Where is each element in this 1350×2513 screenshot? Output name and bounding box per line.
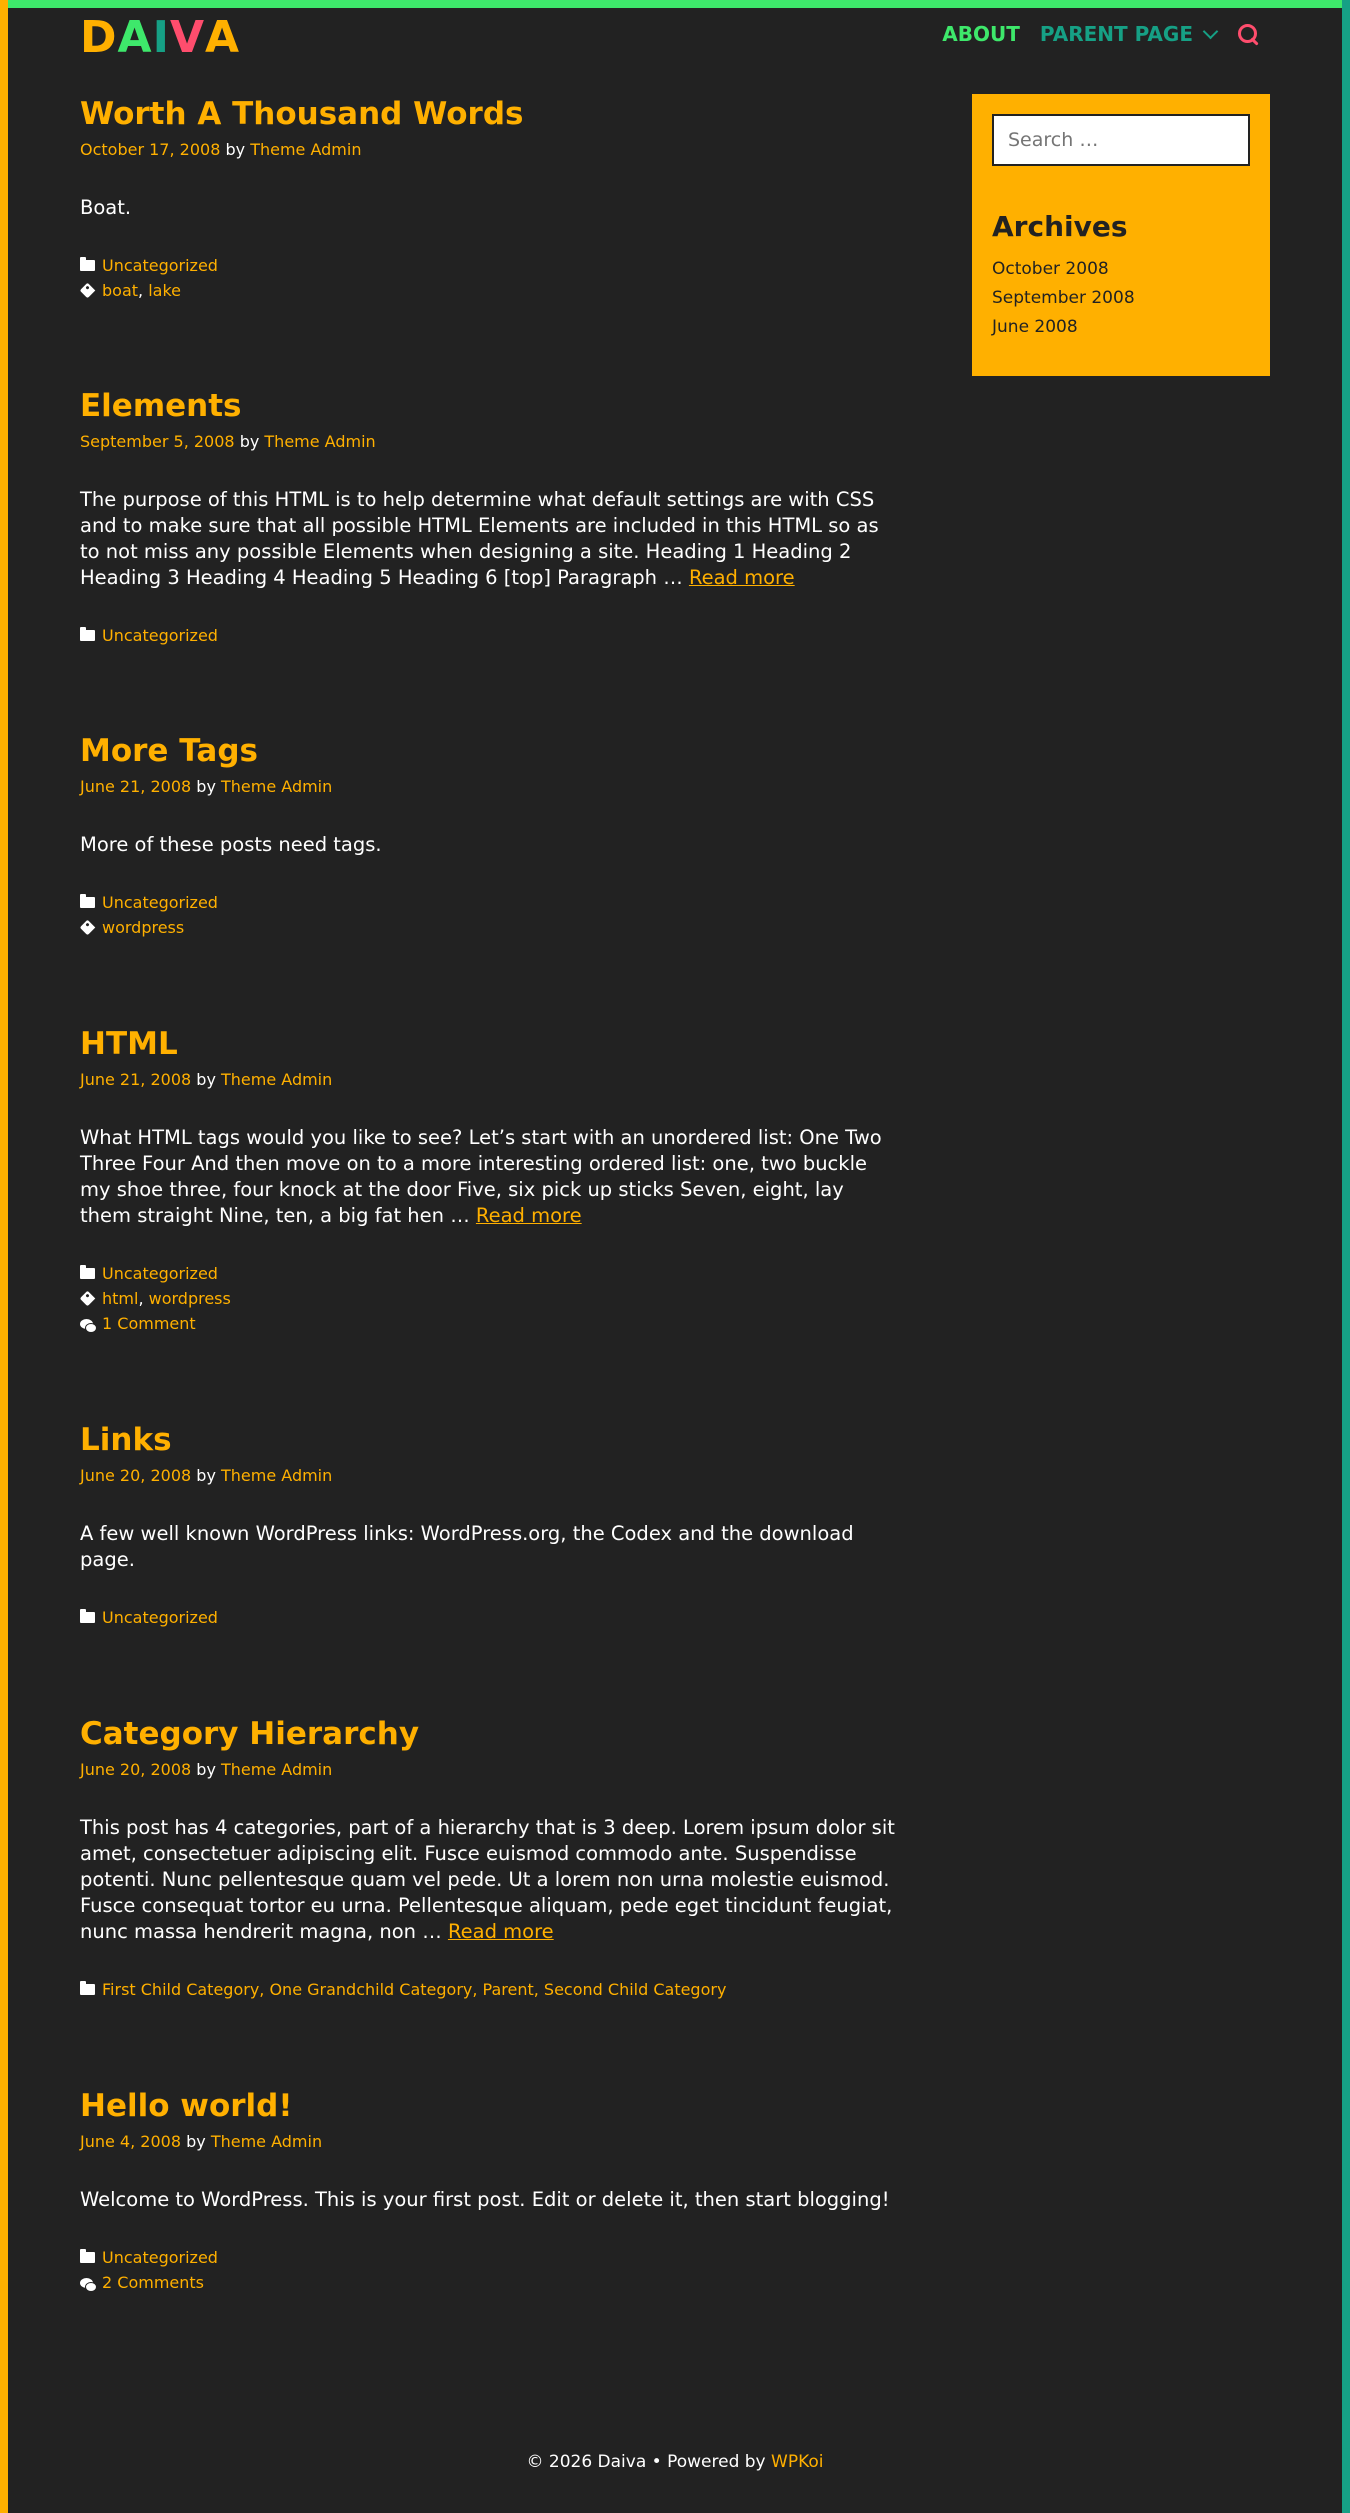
post-tags — [80, 278, 900, 303]
comments-link[interactable]: 1 Comment — [102, 1314, 196, 1333]
post-footer-meta — [80, 253, 900, 303]
post-categories — [80, 2245, 900, 2270]
post-by: by — [225, 140, 246, 159]
post-meta — [80, 1466, 900, 1485]
post-by: by — [196, 777, 216, 796]
folder-icon — [80, 1612, 98, 1623]
post-author[interactable]: Theme Admin — [250, 140, 362, 159]
post-excerpt-text: Boat. — [80, 196, 132, 219]
post-excerpt — [80, 1521, 900, 1573]
nav-parent-page[interactable] — [1040, 22, 1216, 46]
read-more-link[interactable]: Read more — [447, 1920, 554, 1943]
read-more-link[interactable]: Read more — [688, 566, 795, 589]
archive-link[interactable]: September 2008 — [992, 288, 1135, 308]
archive-link[interactable]: October 2008 — [992, 259, 1109, 279]
folder-icon — [80, 630, 98, 641]
folder-icon — [80, 260, 98, 271]
post-footer-meta — [80, 2245, 900, 2295]
post-category-links[interactable]: Uncategorized — [102, 1608, 218, 1627]
post-by: by — [196, 1760, 216, 1779]
post-by: by — [196, 1070, 216, 1089]
post — [80, 1020, 900, 1336]
post-date[interactable]: June 4, 2008 — [80, 2132, 181, 2151]
post-title[interactable]: Elements — [80, 388, 242, 424]
tag-separator: , — [138, 1289, 149, 1308]
post-category-links[interactable]: Uncategorized — [102, 2248, 218, 2267]
post — [80, 2082, 900, 2295]
post-category-links[interactable]: Uncategorized — [102, 256, 218, 275]
post-date[interactable]: October 17, 2008 — [80, 140, 221, 159]
post-by: by — [186, 2132, 206, 2151]
post-footer-meta — [80, 623, 900, 648]
post-excerpt-text: Welcome to WordPress. This is your first post. Edit or delete it, then start blogging! — [80, 2188, 890, 2211]
post-category-links[interactable]: Uncategorized — [102, 1264, 218, 1283]
logo-letter: I — [152, 12, 170, 63]
post-title[interactable]: Category Hierarchy — [80, 1716, 420, 1752]
post-categories — [80, 253, 900, 278]
post-excerpt-text: More of these posts need tags. — [80, 833, 382, 856]
post-categories — [80, 1261, 900, 1286]
post-excerpt — [80, 832, 900, 858]
post-categories — [80, 1977, 900, 2002]
site-logo[interactable] — [80, 12, 240, 63]
top-accent-bar — [0, 0, 1350, 8]
post-meta — [80, 1070, 900, 1089]
post-comments — [80, 1311, 900, 1336]
post-tags — [80, 915, 900, 940]
nav-parent-page-label: PARENT PAGE — [1039, 22, 1193, 46]
post-meta — [80, 777, 900, 796]
logo-letter: A — [205, 12, 241, 63]
tag-link[interactable]: boat — [102, 281, 139, 300]
post-category-links[interactable]: Uncategorized — [102, 626, 218, 645]
archives-list — [992, 255, 1250, 342]
post-excerpt — [80, 195, 900, 221]
post-meta — [80, 2132, 900, 2151]
post-excerpt — [80, 1815, 900, 1945]
post-date[interactable]: June 21, 2008 — [80, 1070, 192, 1089]
chevron-down-icon — [1203, 23, 1219, 39]
post-category-links[interactable]: First Child Category, One Grandchild Category, Parent, Second Child Category — [102, 1980, 727, 1999]
right-accent-bar — [1342, 0, 1350, 2513]
footer-wpkoi-link[interactable]: WPKoi — [771, 2452, 824, 2472]
post-categories — [80, 890, 900, 915]
tag-separator: , — [138, 281, 149, 300]
post-author[interactable]: Theme Admin — [210, 2132, 323, 2151]
post-excerpt — [80, 487, 900, 591]
comments-icon — [80, 1319, 98, 1329]
comments-icon — [80, 2278, 98, 2288]
main-nav — [942, 22, 1260, 46]
post-categories — [80, 1605, 900, 1630]
archives-title: Archives — [992, 210, 1128, 243]
post-author[interactable]: Theme Admin — [221, 1070, 333, 1089]
logo-letter: D — [80, 12, 118, 63]
folder-icon — [80, 1984, 98, 1995]
post-title[interactable]: HTML — [80, 1026, 178, 1062]
comments-link[interactable]: 2 Comments — [102, 2273, 204, 2292]
post-footer-meta — [80, 1261, 900, 1336]
post-date[interactable]: June 20, 2008 — [80, 1760, 192, 1779]
post-tags — [80, 1286, 900, 1311]
post-excerpt — [80, 1125, 900, 1229]
post-footer-meta — [80, 890, 900, 940]
tag-link[interactable]: wordpress — [102, 918, 185, 937]
post-meta — [80, 140, 900, 159]
post-date[interactable]: June 20, 2008 — [80, 1466, 192, 1485]
folder-icon — [80, 1268, 98, 1279]
post-excerpt — [80, 2187, 900, 2213]
post-date[interactable]: September 5, 2008 — [80, 432, 235, 451]
post-author[interactable]: Theme Admin — [221, 777, 333, 796]
tag-icon — [80, 285, 98, 296]
tag-icon — [80, 922, 98, 933]
post-author[interactable]: Theme Admin — [221, 1466, 333, 1485]
post-meta — [80, 1760, 900, 1779]
post-meta — [80, 432, 900, 451]
post — [80, 727, 900, 940]
post-by: by — [239, 432, 260, 451]
tag-link[interactable]: html — [102, 1289, 139, 1308]
sidebar — [972, 94, 1270, 376]
post-excerpt-text: What HTML tags would you like to see? Let’s start with an unordered list: One Two Three Four And then move on to a more interesting ordered list: one, two buckle my shoe three, four knock at the door Five, six pick up sticks Seven, eight, lay them straight Nine, ten, a big fat hen … — [80, 1126, 882, 1227]
post-title[interactable]: Worth A Thousand Words — [80, 96, 524, 132]
tag-icon — [80, 1293, 98, 1304]
footer-text: © 2026 Daiva • Powered by — [526, 2452, 766, 2472]
post-category-links[interactable]: Uncategorized — [102, 893, 218, 912]
post-title[interactable]: More Tags — [80, 733, 258, 769]
post-categories — [80, 623, 900, 648]
post-title[interactable]: Links — [80, 1422, 172, 1458]
archive-link[interactable]: June 2008 — [992, 317, 1078, 337]
search-input[interactable] — [992, 114, 1250, 166]
tag-link[interactable]: wordpress — [148, 1289, 231, 1308]
folder-icon — [80, 897, 98, 908]
post-excerpt-text: The purpose of this HTML is to help determine what default settings are with CSS and to make sure that all possible HTML Elements are included in this HTML so as to not miss any possible Elements when designing a site. Heading 1 Heading 2 Heading 3 Heading 4 Heading 5 Heading 6 [top] Paragraph … — [80, 488, 879, 589]
logo-letter: V — [169, 12, 206, 63]
post — [80, 382, 900, 648]
post-excerpt-text: A few well known WordPress links: WordPress.org, the Codex and the download page. — [80, 1522, 854, 1571]
logo-letter: A — [117, 12, 153, 63]
post-author[interactable]: Theme Admin — [264, 432, 376, 451]
post-footer-meta — [80, 1605, 900, 1630]
folder-icon — [80, 2252, 98, 2263]
post — [80, 1416, 900, 1630]
site-footer — [0, 2452, 1350, 2472]
post-title[interactable]: Hello world! — [80, 2088, 293, 2124]
post — [80, 90, 900, 303]
post-author[interactable]: Theme Admin — [221, 1760, 333, 1779]
post-by: by — [196, 1466, 216, 1485]
read-more-link[interactable]: Read more — [475, 1204, 582, 1227]
search-icon[interactable] — [1236, 22, 1260, 46]
post-date[interactable]: June 21, 2008 — [80, 777, 192, 796]
post-footer-meta — [80, 1977, 900, 2002]
nav-about[interactable]: ABOUT — [942, 22, 1020, 46]
post-excerpt-text: This post has 4 categories, part of a hierarchy that is 3 deep. Lorem ipsum dolor sit amet, consectetuer adipiscing elit. Fusce euismod commodo ante. Suspendisse potenti. Nunc pellentesque quam vel pede. Ut a lorem non urna molestie euismod. Fusce consequat tortor eu urna. Pellentesque aliquam, pede eget tincidunt feugiat, nunc massa hendrerit magna, non … — [80, 1816, 895, 1943]
post — [80, 1710, 900, 2002]
post-comments — [80, 2270, 900, 2295]
left-accent-bar — [0, 0, 8, 2513]
tag-link[interactable]: lake — [148, 281, 181, 300]
